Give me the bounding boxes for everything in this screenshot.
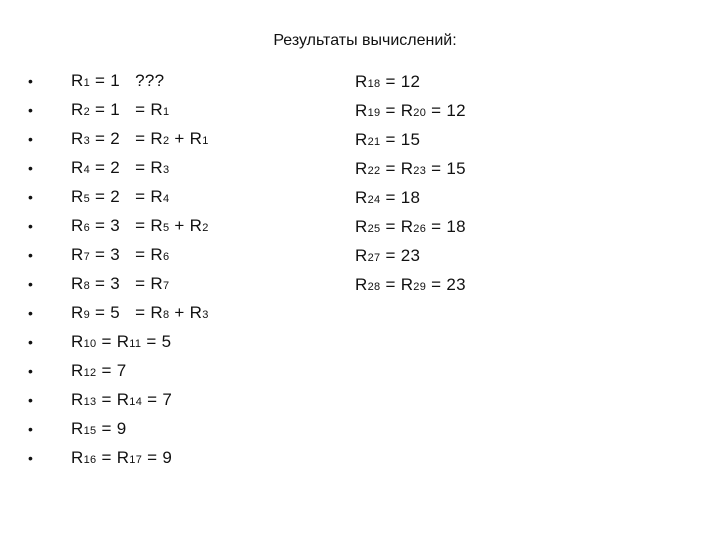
list-item [28, 270, 209, 299]
list-item [28, 328, 209, 357]
result-expression: R4 = 2 = R3 [71, 157, 170, 177]
result-expression: R12 = 7 [71, 360, 127, 380]
bullet-icon: • [28, 305, 33, 321]
bullet-icon: • [28, 73, 33, 89]
bullet-icon: • [28, 160, 33, 176]
bullet-icon: • [28, 247, 33, 263]
result-expression: R1 = 1 ??? [71, 70, 165, 90]
bullet-icon: • [28, 392, 33, 408]
result-expression: R2 = 1 = R1 [71, 99, 170, 119]
result-expression: R16 = R17 = 9 [71, 447, 173, 467]
result-expression: R21 = 15 [355, 130, 421, 149]
result-expression: R18 = 12 [355, 72, 421, 91]
bullet-icon: • [28, 421, 33, 437]
bullet-icon: • [28, 189, 33, 205]
result-expression: R22 = R23 = 15 [355, 159, 466, 178]
result-expression: R28 = R29 = 23 [355, 275, 466, 294]
bullet-icon: • [28, 102, 33, 118]
bullet-icon: • [28, 334, 33, 350]
result-expression: R27 = 23 [355, 246, 421, 265]
list-item [28, 125, 209, 154]
list-item [28, 241, 209, 270]
list-item [28, 386, 209, 415]
result-expression: R10 = R11 = 5 [71, 331, 172, 351]
result-expression: R15 = 9 [71, 418, 127, 438]
result-expression: R25 = R26 = 18 [355, 217, 466, 236]
result-expression: R13 = R14 = 7 [71, 389, 173, 409]
list-item [28, 96, 209, 125]
bullet-icon: • [28, 276, 33, 292]
list-item [28, 183, 209, 212]
bullet-icon: • [28, 363, 33, 379]
result-expression: R24 = 18 [355, 188, 421, 207]
list-item [28, 357, 209, 386]
list-item [28, 154, 209, 183]
bullet-icon: • [28, 450, 33, 466]
results-list-left [28, 67, 209, 473]
list-item [28, 415, 209, 444]
list-item [28, 67, 209, 96]
result-expression: R7 = 3 = R6 [71, 244, 170, 264]
slide-title: Результаты вычислений: [273, 32, 457, 49]
bullet-icon: • [28, 131, 33, 147]
result-expression: R19 = R20 = 12 [355, 101, 466, 120]
result-expression: R8 = 3 = R7 [71, 273, 170, 293]
list-item [28, 299, 209, 328]
result-expression: R6 = 3 = R5 + R2 [71, 215, 209, 235]
list-item [28, 444, 209, 473]
result-expression: R9 = 5 = R8 + R3 [71, 302, 209, 322]
bullet-icon: • [28, 218, 33, 234]
list-item [28, 212, 209, 241]
result-expression: R3 = 2 = R2 + R1 [71, 128, 209, 148]
results-list-right [355, 67, 466, 299]
result-expression: R5 = 2 = R4 [71, 186, 170, 206]
